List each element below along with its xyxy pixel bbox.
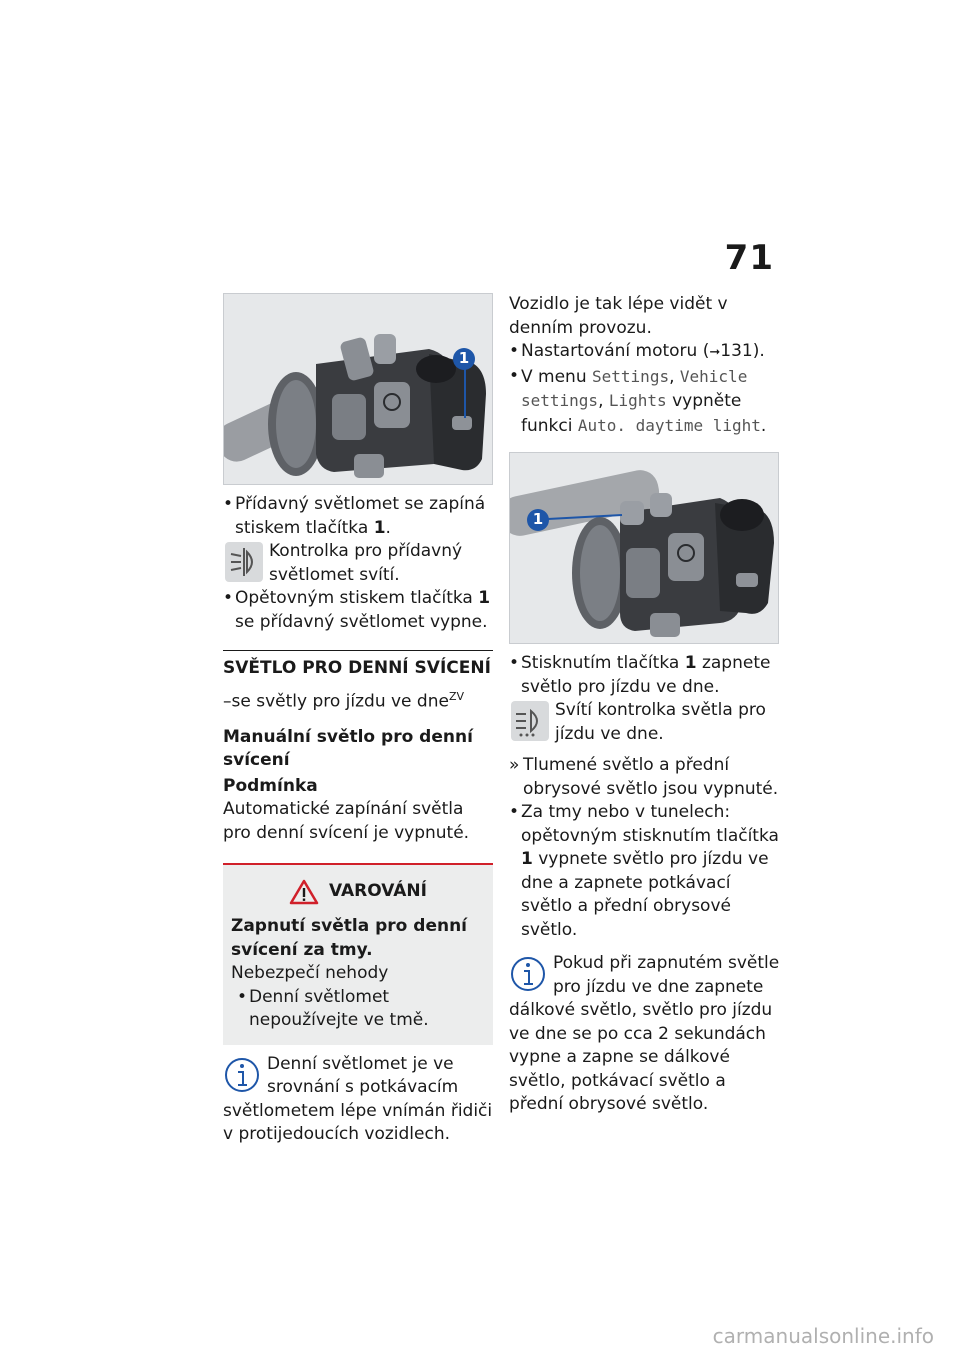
warning-text: Nebezpečí nehody xyxy=(231,963,389,984)
bullet-menu-path xyxy=(509,365,781,439)
separator: , xyxy=(598,391,609,411)
bullet-daytime-light-on xyxy=(509,652,781,699)
daytime-light-indicator-icon xyxy=(511,701,549,741)
result-line: » Tlumené světlo a přední obrysové světlo jsou vypnuté. xyxy=(509,754,781,801)
bullet-auxiliary-light-on xyxy=(223,493,493,540)
bullet-text: Nastartování motoru ( xyxy=(521,341,710,361)
warning-bullet: • Denní světlomet nepoužívejte ve tmě. xyxy=(231,986,485,1033)
page-number: 71 xyxy=(724,238,774,278)
warning-bold: Zapnutí světla pro denní svícení za tmy. xyxy=(231,916,467,960)
key-ref: 1 xyxy=(684,653,697,673)
separator: , xyxy=(669,366,680,387)
left-column xyxy=(223,293,493,1147)
warning-box xyxy=(223,863,493,1045)
bullet-text-end: se přídavný světlomet vypne. xyxy=(235,611,488,632)
menu-lights: Lights xyxy=(608,391,667,410)
info-note-left xyxy=(223,1053,493,1147)
bullet-text: vypněte funkci xyxy=(521,391,742,436)
right-column xyxy=(509,293,781,1117)
indicator-note-auxiliary xyxy=(225,540,493,587)
bullet-text: Za tmy nebo v tunelech: opětovným stisknutím tlačítka xyxy=(521,802,779,846)
bullet-text-end: . xyxy=(385,517,391,538)
arrow-ref-icon: ➞ xyxy=(709,345,721,360)
bullet-text-end: vypnete světlo pro jízdu ve dne a zapnete potkávací světlo a přední obrysové světlo. xyxy=(521,849,769,940)
info-text: Denní světlomet je ve srovnání s potkávacím světlometem lépe vnímán řidiči v protijedoucích vozidlech. xyxy=(223,1053,493,1145)
callout-1: 1 xyxy=(453,348,475,370)
bullet-text: Přídavný světlomet se zapíná stiskem tlačítka xyxy=(235,494,486,538)
section-sub-text: –se světly pro jízdu ve dne xyxy=(223,691,449,712)
key-ref: 1 xyxy=(478,588,491,608)
bullet-text-end: zapnete světlo pro jízdu ve dne. xyxy=(521,653,771,697)
menu-settings: Settings xyxy=(592,366,670,386)
bullet-text-end: ). xyxy=(752,341,765,361)
indicator-text: Kontrolka pro přídavný světlomet svítí. xyxy=(269,541,463,585)
key-ref: 1 xyxy=(373,517,386,538)
info-icon xyxy=(509,954,547,994)
handlebar-switch-photo-left xyxy=(223,293,493,485)
handlebar-switch-illustration xyxy=(224,294,492,484)
bullet-start-engine xyxy=(509,340,781,365)
warning-triangle-icon xyxy=(289,879,319,905)
bullet-dark-tunnel xyxy=(509,801,781,942)
info-note-right xyxy=(509,952,781,1117)
bullet-text: Stisknutím tlačítka xyxy=(521,653,685,673)
info-icon xyxy=(223,1055,261,1095)
condition-text: Automatické zapínání světla pro denní svícení je vypnuté. xyxy=(223,799,470,843)
bullet-text-end: . xyxy=(760,415,767,436)
indicator-text: Svítí kontrolka světla pro jízdu ve dne. xyxy=(555,700,766,744)
option-code: ZV xyxy=(448,689,465,703)
bullet-auxiliary-light-off xyxy=(223,587,493,634)
section-heading: SVĚTLO PRO DENNÍ SVÍCENÍ xyxy=(223,650,493,681)
page-ref: 131 xyxy=(720,341,753,361)
warning-title: VAROVÁNÍ xyxy=(329,881,427,902)
menu-auto-daytime-light: Auto. daytime light xyxy=(577,415,761,435)
warning-header xyxy=(231,879,485,905)
bullet-text: V menu xyxy=(521,366,593,387)
bullet-text: Opětovným stiskem tlačítka xyxy=(235,588,479,608)
subheading: Manuální světlo pro denní svícení xyxy=(223,726,473,771)
auxiliary-light-indicator-icon xyxy=(225,542,263,582)
menu-vehicle-settings: Vehicle settings xyxy=(521,366,748,410)
condition-label: Podmínka xyxy=(223,775,318,796)
watermark: carmanualsonline.info xyxy=(712,1324,934,1348)
handlebar-switch-photo-right xyxy=(509,452,779,644)
callout-1: 1 xyxy=(527,509,549,531)
handlebar-switch-illustration xyxy=(510,453,778,643)
intro-text: Vozidlo je tak lépe vidět v denním provozu. xyxy=(509,294,728,338)
indicator-note-daytime xyxy=(511,699,781,746)
key-ref: 1 xyxy=(521,849,533,869)
section-subline xyxy=(223,685,493,714)
info-text: Pokud při zapnutém světle pro jízdu ve dne zapnete dálkové světlo, světlo pro jízdu ve dne se po cca 2 sekundách vypne a zapne se dálkové světlo, potkávací světlo a přední obrysové světlo. xyxy=(509,953,780,1114)
